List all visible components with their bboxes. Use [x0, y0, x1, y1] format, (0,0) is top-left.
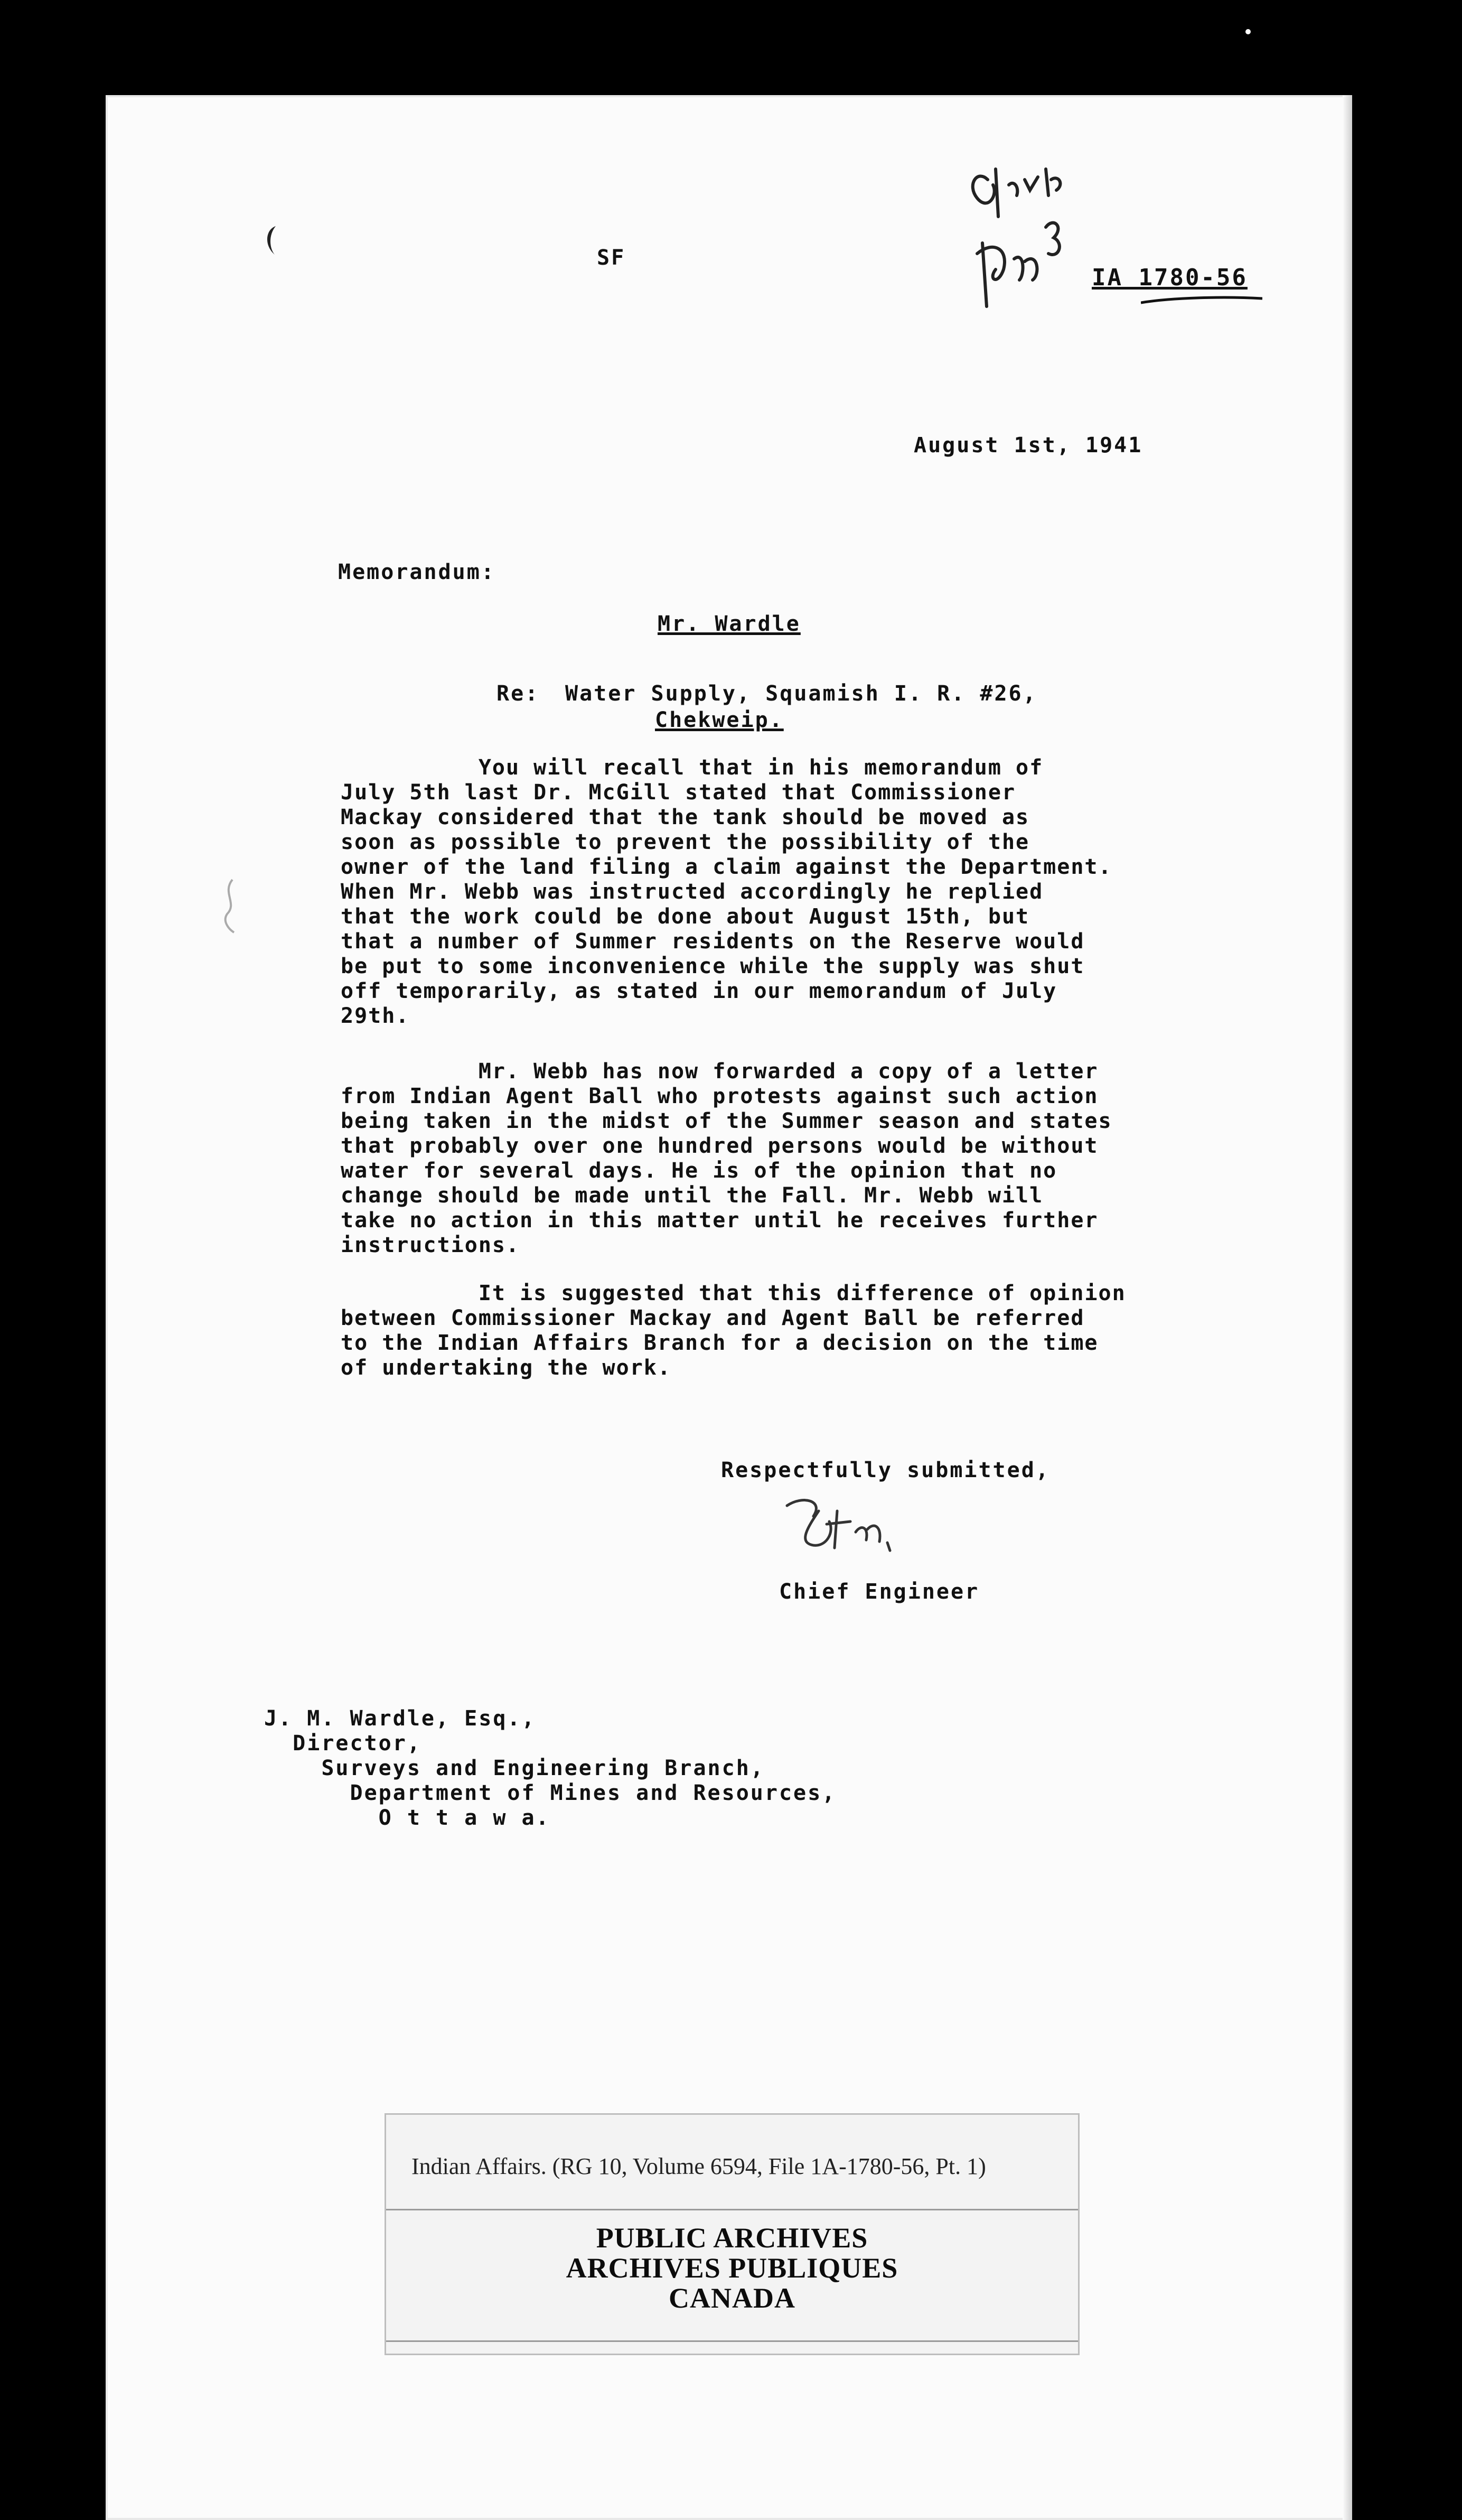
archive-country: CANADA [669, 2282, 795, 2314]
paragraph-2-line: from Indian Agent Ball who protests against such action [341, 1084, 1099, 1108]
handwritten-initials-mark [945, 148, 1083, 322]
archive-reference: Indian Affairs. (RG 10, Volume 6594, File 1A-1780-56, Pt. 1) [411, 2153, 986, 2179]
paragraph-1-line: that a number of Summer residents on the Reserve would [341, 929, 1085, 954]
recipient-block [264, 1706, 836, 1831]
memo-date: August 1st, 1941 [914, 433, 1143, 458]
recipient-line: Surveys and Engineering Branch, [264, 1756, 765, 1780]
subject-label: Re: [496, 682, 540, 706]
paragraph-1-line: Mackay considered that the tank should be moved as [341, 805, 1030, 829]
recipient-line: O t t a w a. [264, 1806, 550, 1830]
paragraph-3 [341, 1281, 1126, 1380]
paragraph-1-line: that the work could be done about August 15th, but [341, 904, 1030, 929]
subject-line-2: Chekweip. [655, 708, 784, 732]
paragraph-3-line: It is suggested that this difference of opinion [341, 1281, 1126, 1305]
paragraph-3-line: to the Indian Affairs Branch for a decision on the time [341, 1331, 1099, 1355]
memo-code: SF [597, 246, 626, 270]
file-reference: IA 1780-56 [1092, 264, 1248, 291]
paragraph-2-line: instructions. [341, 1233, 520, 1257]
archive-label [385, 2113, 1080, 2355]
recipient-line: J. M. Wardle, Esq., [264, 1706, 536, 1731]
paragraph-1-line: off temporarily, as stated in our memorandum of July [341, 979, 1057, 1003]
paragraph-1-line: be put to some inconvenience while the supply was shut [341, 954, 1085, 978]
paragraph-3-line: of undertaking the work. [341, 1356, 671, 1380]
paragraph-2-line: change should be made until the Fall. Mr. Webb will [341, 1183, 1044, 1208]
paragraph-2 [341, 1059, 1112, 1258]
file-reference-rule [1141, 293, 1262, 309]
archive-label-bottom-rule [386, 2340, 1078, 2342]
film-speck [1245, 29, 1251, 34]
page-edge-shadow [1343, 95, 1352, 2520]
subject-line-1: Water Supply, Squamish I. R. #26, [565, 682, 1037, 706]
paragraph-2-line: that probably over one hundred persons would be without [341, 1134, 1099, 1158]
closing: Respectfully submitted, [721, 1458, 1050, 1482]
paragraph-2-line: water for several days. He is of the opinion that no [341, 1159, 1057, 1183]
signature [776, 1490, 914, 1558]
hole-punch-mark [260, 222, 281, 259]
paragraph-1-line: soon as possible to prevent the possibility of the [341, 830, 1030, 854]
memo-addressee: Mr. Wardle [658, 612, 801, 636]
archive-label-divider [386, 2209, 1078, 2210]
paragraph-1-line: When Mr. Webb was instructed accordingly he replied [341, 880, 1044, 904]
archive-name-french: ARCHIVES PUBLIQUES [566, 2252, 898, 2284]
paragraph-1 [341, 755, 1112, 1029]
margin-pencil-mark [219, 877, 240, 935]
paragraph-3-line: between Commissioner Mackay and Agent Ball be referred [341, 1306, 1085, 1330]
paragraph-1-line: July 5th last Dr. McGill stated that Commissioner [341, 780, 1016, 805]
signature-title: Chief Engineer [779, 1580, 980, 1604]
paragraph-1-line: You will recall that in his memorandum of [341, 755, 1044, 780]
archive-name-english: PUBLIC ARCHIVES [596, 2222, 868, 2254]
paragraph-1-line: 29th. [341, 1004, 410, 1028]
paragraph-2-line: Mr. Webb has now forwarded a copy of a letter [341, 1059, 1099, 1084]
memo-heading: Memorandum: [338, 560, 495, 584]
recipient-line: Department of Mines and Resources, [264, 1781, 837, 1805]
paragraph-2-line: being taken in the midst of the Summer season and states [341, 1109, 1112, 1133]
paragraph-2-line: take no action in this matter until he receives further [341, 1208, 1099, 1233]
paragraph-1-line: owner of the land filing a claim against the Department. [341, 855, 1112, 879]
recipient-line: Director, [264, 1731, 421, 1756]
